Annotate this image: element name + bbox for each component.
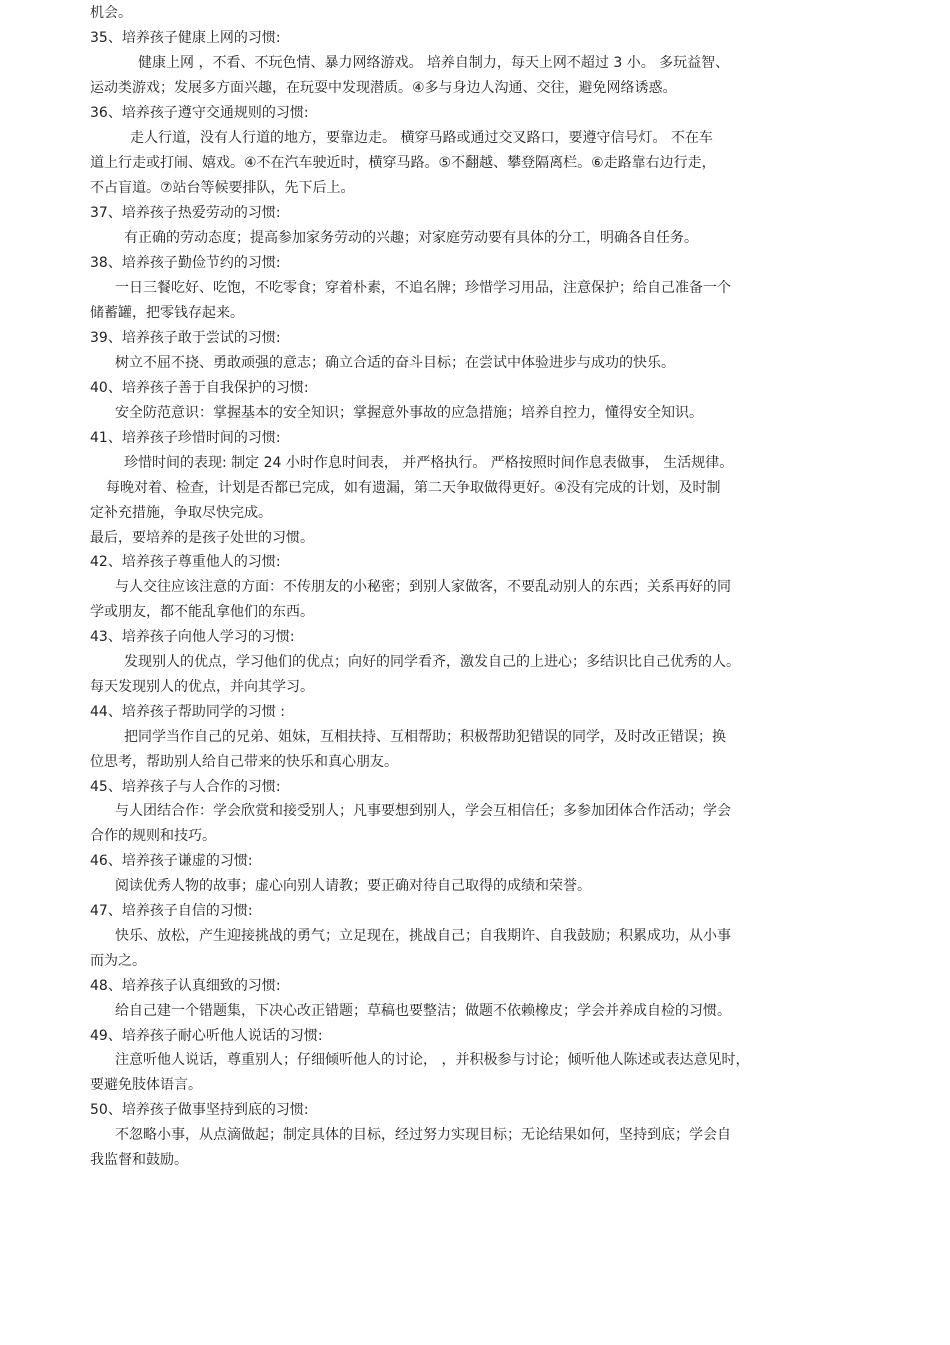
- text-line: 位思考，帮助别人给自己带来的快乐和真心朋友。: [90, 754, 398, 770]
- section-heading: 36、培养孩子遵守交通规则的习惯:: [90, 105, 309, 121]
- section-heading: 38、培养孩子勤俭节约的习惯:: [90, 255, 281, 271]
- text-line: 健康上网 ，不看、不玩色情、暴力网络游戏。 培养自制力，每天上网不超过 3 小。 多玩益智、: [138, 55, 730, 71]
- section-heading: 40、培养孩子善于自我保护的习惯:: [90, 380, 309, 396]
- text-line: 不忽略小事，从点滴做起；制定具体的目标，经过努力实现目标；无论结果如何，坚持到底；学会自: [115, 1127, 731, 1143]
- section-heading: 44、培养孩子帮助同学的习惯 :: [90, 704, 285, 720]
- section-heading: 48、培养孩子认真细致的习惯:: [90, 978, 281, 994]
- text-line: 树立不屈不挠、勇敢顽强的意志；确立合适的奋斗目标；在尝试中体验进步与成功的快乐。: [115, 355, 675, 371]
- text-line: 学或朋友，都不能乱拿他们的东西。: [90, 604, 314, 620]
- section-heading: 37、培养孩子热爱劳动的习惯:: [90, 205, 281, 221]
- text-line: 每晚对着、检查，计划是否都已完成，如有遗漏，第二天争取做得更好。④没有完成的计划，及时制: [106, 480, 721, 496]
- text-line: 一日三餐吃好、吃饱，不吃零食；穿着朴素，不追名牌；珍惜学习用品，注意保护；给自己准备一个: [115, 280, 731, 296]
- text-line: 每天发现别人的优点，并向其学习。: [90, 679, 314, 695]
- text-line: 我监督和鼓励。: [90, 1152, 188, 1168]
- section-heading: 46、培养孩子谦虚的习惯:: [90, 853, 253, 869]
- text-line: 阅读优秀人物的故事；虚心向别人请教；要正确对待自己取得的成绩和荣誉。: [115, 878, 591, 894]
- text-line: 把同学当作自己的兄弟、姐妹，互相扶持、互相帮助；积极帮助犯错误的同学，及时改正错误；换: [124, 729, 726, 745]
- text-line: 走人行道，没有人行道的地方，要靠边走。 横穿马路或通过交叉路口，要遵守信号灯。 不在车: [130, 130, 713, 146]
- text-line: 道上行走或打闹、嬉戏。④不在汽车驶近时，横穿马路。⑤不翻越、攀登隔离栏。⑥走路靠右边行走，: [90, 155, 716, 171]
- text-line: 与人团结合作：学会欣赏和接受别人；凡事要想到别人，学会互相信任；多参加团体合作活动；学会: [115, 803, 731, 819]
- text-line: 合作的规则和技巧。: [90, 828, 216, 844]
- text-line: 给自己建一个错题集，下决心改正错题；草稿也要整洁；做题不依赖橡皮；学会并养成自检的习惯。: [115, 1003, 731, 1019]
- text-line: 定补充措施，争取尽快完成。: [90, 505, 272, 521]
- section-heading: 39、培养孩子敢于尝试的习惯:: [90, 330, 281, 346]
- text-line: 有正确的劳动态度；提高参加家务劳动的兴趣；对家庭劳动要有具体的分工，明确各自任务。: [124, 230, 698, 246]
- section-heading: 47、培养孩子自信的习惯:: [90, 903, 253, 919]
- text-line: 而为之。: [90, 953, 146, 969]
- text-line: 不占盲道。⑦站台等候要排队，先下后上。: [90, 180, 355, 196]
- section-heading: 41、培养孩子珍惜时间的习惯:: [90, 430, 281, 446]
- text-line: 注意听他人说话，尊重别人；仔细倾听他人的讨论， ，并积极参与讨论；倾听他人陈述或表达意见时，: [115, 1052, 750, 1068]
- text-line: 运动类游戏；发展多方面兴趣，在玩耍中发现潜质。④多与身边人沟通、交往，避免网络诱惑。: [90, 80, 677, 96]
- section-heading: 50、培养孩子做事坚持到底的习惯:: [90, 1102, 309, 1118]
- text-line: 珍惜时间的表现: 制定 24 小时作息时间表， 并严格执行。 严格按照时间作息表做事， 生活规律。: [124, 455, 734, 471]
- text-line: 机会。: [90, 5, 132, 21]
- section-heading: 43、培养孩子向他人学习的习惯:: [90, 629, 295, 645]
- section-heading: 45、培养孩子与人合作的习惯:: [90, 779, 281, 795]
- section-heading: 35、培养孩子健康上网的习惯:: [90, 30, 281, 46]
- text-line: 储蓄罐，把零钱存起来。: [90, 305, 244, 321]
- text-line: 要避免肢体语言。: [90, 1077, 202, 1093]
- text-line: 快乐、放松，产生迎接挑战的勇气；立足现在，挑战自己；自我期许、自我鼓励；积累成功，从小事: [115, 928, 731, 944]
- text-line: 与人交往应该注意的方面：不传朋友的小秘密；到别人家做客，不要乱动别人的东西；关系再好的同: [115, 579, 731, 595]
- text-line: 安全防范意识：掌握基本的安全知识；掌握意外事故的应急措施；培养自控力，懂得安全知识。: [115, 405, 703, 421]
- section-heading: 49、培养孩子耐心听他人说话的习惯:: [90, 1028, 323, 1044]
- section-heading: 42、培养孩子尊重他人的习惯:: [90, 554, 281, 570]
- text-line: 发现别人的优点，学习他们的优点；向好的同学看齐，激发自己的上进心；多结识比自己优秀的人。: [124, 654, 740, 670]
- text-line: 最后，要培养的是孩子处世的习惯。: [90, 530, 314, 546]
